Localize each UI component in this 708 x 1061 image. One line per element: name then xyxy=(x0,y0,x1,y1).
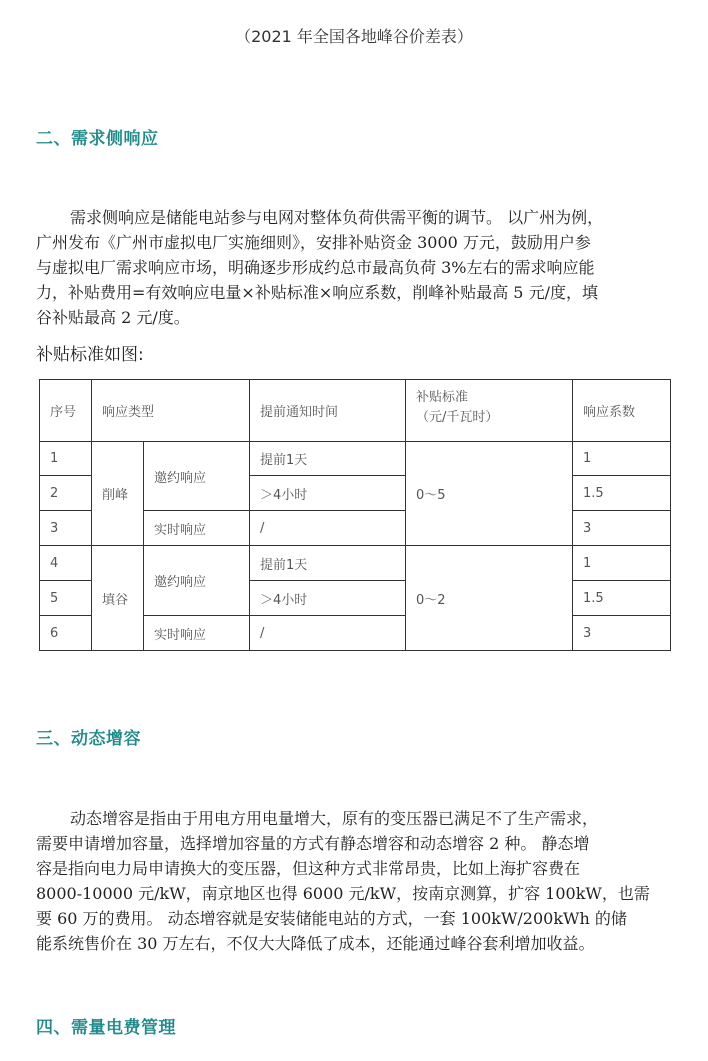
header-response-type: 响应类型 xyxy=(92,380,250,442)
cell-response-mode: 邀约响应 xyxy=(144,442,250,511)
paragraph-line: 需要申请增加容量，选择增加容量的方式有静态增容和动态增容 2 种。 静态增 xyxy=(36,834,590,853)
cell-coefficient: 1.5 xyxy=(573,581,671,616)
paragraph-line: 谷补贴最高 2 元/度。 xyxy=(36,308,190,327)
table-header-row xyxy=(40,380,671,442)
paragraph-line: 力，补贴费用=有效响应电量×补贴标准×响应系数，削峰补贴最高 5 元/度，填 xyxy=(36,283,598,302)
cell-coefficient: 1.5 xyxy=(573,476,671,511)
section-heading-dynamic-capacity: 三、动态增容 xyxy=(36,729,141,749)
cell-response-mode: 实时响应 xyxy=(144,511,250,546)
cell-coefficient: 1 xyxy=(573,442,671,476)
cell-seq: 2 xyxy=(40,476,92,511)
header-subsidy-standard-line2: （元/千瓦时） xyxy=(416,410,499,425)
cell-coefficient: 1 xyxy=(573,546,671,581)
header-notice-time: 提前通知时间 xyxy=(250,380,406,442)
table-caption: （2021 年全国各地峰谷价差表） xyxy=(235,27,473,46)
header-subsidy-standard xyxy=(406,380,573,442)
paragraph-demand-response xyxy=(36,205,676,330)
cell-seq: 1 xyxy=(40,442,92,476)
cell-notice: 提前1天 xyxy=(250,442,406,476)
cell-category: 填谷 xyxy=(92,546,144,651)
cell-response-mode: 邀约响应 xyxy=(144,546,250,616)
cell-seq: 4 xyxy=(40,546,92,581)
header-subsidy-standard-line1: 补贴标准 xyxy=(416,390,469,405)
paragraph-line: 与虚拟电厂需求响应市场，明确逐步形成约总市最高负荷 3%左右的需求响应能 xyxy=(36,258,595,277)
cell-standard: 0～2 xyxy=(406,546,573,651)
cell-seq: 5 xyxy=(40,581,92,616)
header-seq: 序号 xyxy=(40,380,92,442)
cell-notice: ＞4小时 xyxy=(250,581,406,616)
paragraph-line: 要 60 万的费用。 动态增容就是安装储能电站的方式，一套 100kW/200kWh 的储 xyxy=(36,909,627,928)
cell-standard: 0～5 xyxy=(406,442,573,546)
cell-notice: / xyxy=(250,616,406,651)
paragraph-line: 需求侧响应是储能电站参与电网对整体负荷供需平衡的调节。 以广州为例， xyxy=(70,208,604,227)
paragraph-line: 8000-10000 元/kW，南京地区也得 6000 元/kW，按南京测算，扩容 100kW，也需 xyxy=(36,884,650,903)
section-heading-demand-response: 二、需求侧响应 xyxy=(36,129,159,149)
cell-seq: 6 xyxy=(40,616,92,651)
cell-response-mode: 实时响应 xyxy=(144,616,250,651)
table-row xyxy=(40,442,671,476)
section-heading-demand-charge: 四、需量电费管理 xyxy=(36,1018,176,1038)
cell-notice: 提前1天 xyxy=(250,546,406,581)
table-row xyxy=(40,546,671,581)
paragraph-dynamic-capacity xyxy=(36,806,676,956)
paragraph-line: 动态增容是指由于用电方用电量增大，原有的变压器已满足不了生产需求， xyxy=(70,809,599,828)
cell-notice: / xyxy=(250,511,406,546)
paragraph-line: 广州发布《广州市虚拟电厂实施细则》，安排补贴资金 3000 万元，鼓励用户参 xyxy=(36,233,591,252)
cell-coefficient: 3 xyxy=(573,616,671,651)
cell-seq: 3 xyxy=(40,511,92,546)
paragraph-line: 能系统售价在 30 万左右，不仅大大降低了成本，还能通过峰谷套利增加收益。 xyxy=(36,934,595,953)
table-label: 补贴标准如图: xyxy=(36,345,144,365)
paragraph-line: 容是指向电力局申请换大的变压器，但这种方式非常昂贵，比如上海扩容费在 xyxy=(36,859,581,878)
cell-coefficient: 3 xyxy=(573,511,671,546)
subsidy-table xyxy=(39,379,671,651)
cell-category: 削峰 xyxy=(92,442,144,546)
header-coefficient: 响应系数 xyxy=(573,380,671,442)
cell-notice: ＞4小时 xyxy=(250,476,406,511)
